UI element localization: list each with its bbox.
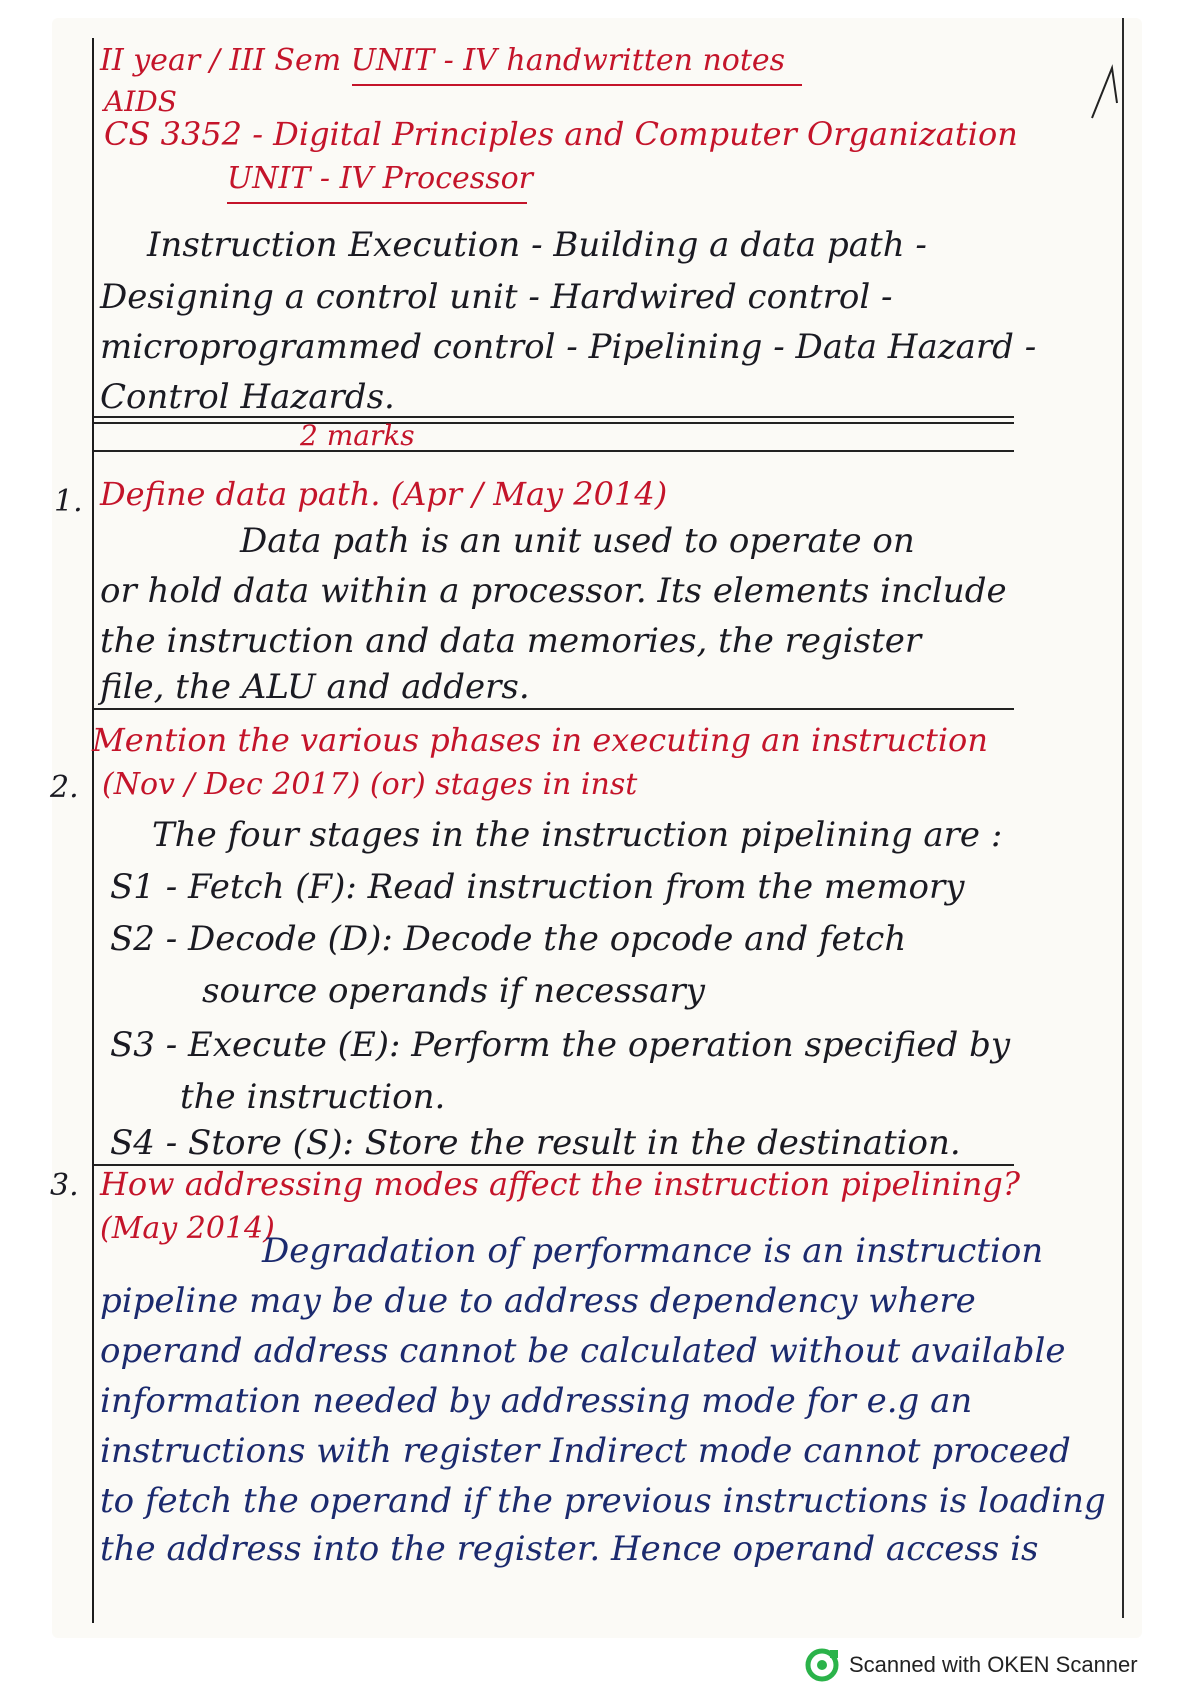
syllabus-line-1: Instruction Execution - Building a data path -	[147, 225, 927, 265]
answer-2-line-3: S2 - Decode (D): Decode the opcode and fetch	[110, 919, 907, 959]
answer-2-line-2: S1 - Fetch (F): Read instruction from the memory	[110, 867, 965, 907]
section-heading: 2 marks	[300, 419, 415, 452]
header-department: AIDS	[104, 85, 177, 118]
answer-1-line-4: file, the ALU and adders.	[100, 667, 530, 707]
question-2-title-line-1: Mention the various phases in executing an instruction	[92, 721, 988, 759]
header-unit: UNIT - IV Processor	[227, 161, 533, 196]
answer-3-line-5: instructions with register Indirect mode cannot proceed	[100, 1431, 1071, 1471]
scanner-watermark	[805, 1648, 1138, 1682]
answer-3-line-4: information needed by addressing mode for e.g an	[100, 1381, 973, 1421]
question-number-2: 2.	[50, 770, 79, 805]
left-margin-line	[92, 38, 94, 1623]
answer-1-line-3: the instruction and data memories, the register	[100, 621, 922, 661]
notebook-page	[52, 18, 1142, 1638]
question-number-3: 3.	[50, 1168, 79, 1203]
answer-3-line-6: to fetch the operand if the previous instructions is loading	[100, 1481, 1106, 1521]
unit-underline	[227, 202, 527, 204]
question-2-title-line-2: (Nov / Dec 2017) (or) stages in inst	[102, 767, 638, 802]
scanner-label: Scanned with OKEN Scanner	[849, 1652, 1138, 1677]
header-course-line: II year / III Sem UNIT - IV handwritten notes	[100, 43, 786, 78]
answer-2-line-5: S3 - Execute (E): Perform the operation specified by	[110, 1025, 1011, 1065]
answer-1-line-2: or hold data within a processor. Its elements include	[100, 571, 1007, 611]
question-3-title-line-1: How addressing modes affect the instruction pipelining?	[100, 1165, 1020, 1203]
question-3-title-line-2: (May 2014)	[100, 1211, 275, 1246]
header-subject: CS 3352 - Digital Principles and Computer Organization	[104, 115, 1018, 153]
section-divider-2	[94, 450, 1014, 452]
answer-2-line-7: S4 - Store (S): Store the result in the destination.	[110, 1123, 961, 1163]
answer-3-line-2: pipeline may be due to address dependency where	[100, 1281, 976, 1321]
answer-2-line-6: the instruction.	[180, 1077, 446, 1117]
oken-scanner-logo-icon	[805, 1648, 839, 1682]
answer-3-line-3: operand address cannot be calculated without available	[100, 1331, 1066, 1371]
syllabus-line-4: Control Hazards.	[100, 377, 395, 417]
syllabus-line-2: Designing a control unit - Hardwired control -	[100, 277, 893, 317]
question-1-title: Define data path. (Apr / May 2014)	[100, 475, 668, 513]
answer-3-line-7: the address into the register. Hence operand access is	[100, 1529, 1039, 1569]
section-divider	[94, 416, 1014, 424]
syllabus-line-3: microprogrammed control - Pipelining - Data Hazard -	[100, 327, 1037, 367]
answer-3-line-1: Degradation of performance is an instruction	[262, 1231, 1044, 1271]
answer-2-line-1: The four stages in the instruction pipelining are :	[152, 815, 1003, 855]
question-divider-1	[94, 708, 1014, 710]
annotation-arrow-icon	[1087, 63, 1127, 123]
header-underline	[352, 84, 802, 86]
question-number-1: 1.	[54, 484, 83, 519]
answer-1-line-1: Data path is an unit used to operate on	[240, 521, 915, 561]
answer-2-line-4: source operands if necessary	[202, 971, 705, 1011]
right-margin-line	[1122, 18, 1124, 1618]
